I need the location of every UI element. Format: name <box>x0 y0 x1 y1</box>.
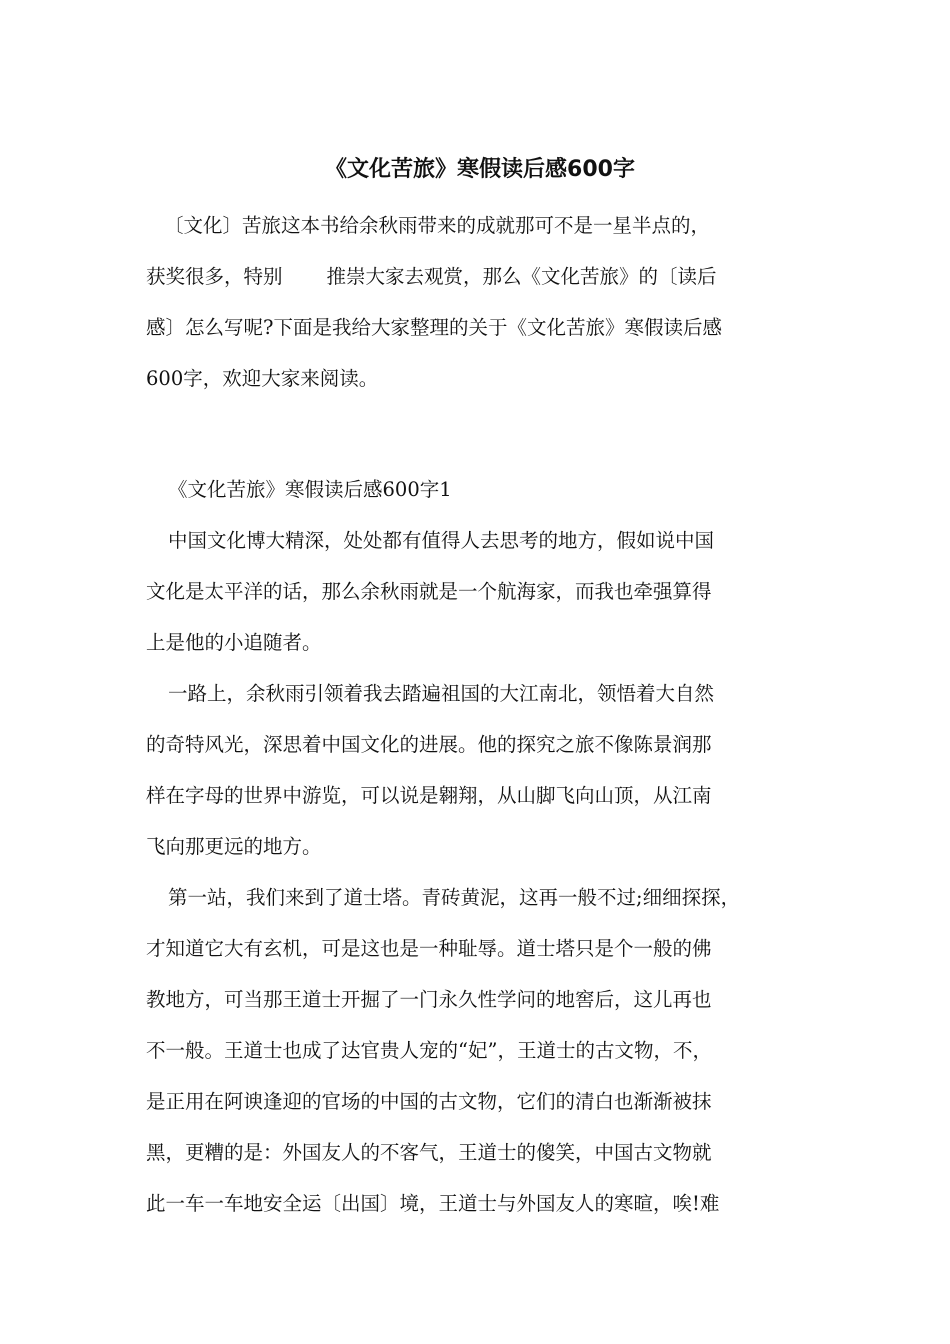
intro-line-1: 〔文化〕苦旅这本书给余秋雨带来的成就那可不是一星半点的， <box>164 214 711 237</box>
intro-line-2-part-2: 推崇大家去观赏，那么《文化苦旅》的〔读后 <box>326 265 717 288</box>
paragraph-3-line-5: 是正用在阿谀逢迎的官场的中国的古文物，它们的清白也渐渐被抹 <box>146 1090 712 1113</box>
section-gap <box>146 404 826 464</box>
intro-line-4: 600字，欢迎大家来阅读。 <box>146 367 379 390</box>
document-title: 《文化苦旅》寒假读后感600字 <box>325 157 635 182</box>
document-body <box>146 200 826 1229</box>
intro-line-3: 感〕怎么写呢?下面是我给大家整理的关于《文化苦旅》寒假读后感 <box>146 316 722 339</box>
paragraph-1-line-3: 上是他的小追随者。 <box>146 631 322 654</box>
paragraph-2-line-4: 飞向那更远的地方。 <box>146 835 322 858</box>
paragraph-1-line-2: 文化是太平洋的话，那么余秋雨就是一个航海家，而我也牵强算得 <box>146 580 712 603</box>
paragraph-3-line-2: 才知道它大有玄机，可是这也是一种耻辱。道士塔只是个一般的佛 <box>146 937 712 960</box>
paragraph-3-line-4: 不一般。王道士也成了达官贵人宠的“妃”，王道士的古文物，不， <box>146 1039 712 1062</box>
paragraph-2-line-1: 一路上，余秋雨引领着我去踏遍祖国的大江南北，领悟着大自然 <box>168 682 715 705</box>
paragraph-3-line-3: 教地方，可当那王道士开掘了一门永久性学问的地窖后，这儿再也 <box>146 988 712 1011</box>
paragraph-3-line-1: 第一站，我们来到了道士塔。青砖黄泥，这再一般不过;细细探探， <box>168 886 741 909</box>
paragraph-3-line-6: 黑，更糟的是：外国友人的不客气，王道士的傻笑，中国古文物就 <box>146 1141 712 1164</box>
paragraph-3-line-7: 此一车一车地安全运〔出国〕境，王道士与外国友人的寒暄，唉!难 <box>146 1192 720 1215</box>
paragraph-2-line-3: 样在字母的世界中游览，可以说是翱翔，从山脚飞向山顶，从江南 <box>146 784 712 807</box>
paragraph-1-line-1: 中国文化博大精深，处处都有值得人去思考的地方，假如说中国 <box>168 529 715 552</box>
intro-line-2 <box>146 251 826 302</box>
intro-line-2-part-1: 获奖很多，特别 <box>146 265 283 288</box>
section-heading: 《文化苦旅》寒假读后感600字1 <box>168 478 452 501</box>
paragraph-2-line-2: 的奇特风光，深思着中国文化的进展。他的探究之旅不像陈景润那 <box>146 733 712 756</box>
